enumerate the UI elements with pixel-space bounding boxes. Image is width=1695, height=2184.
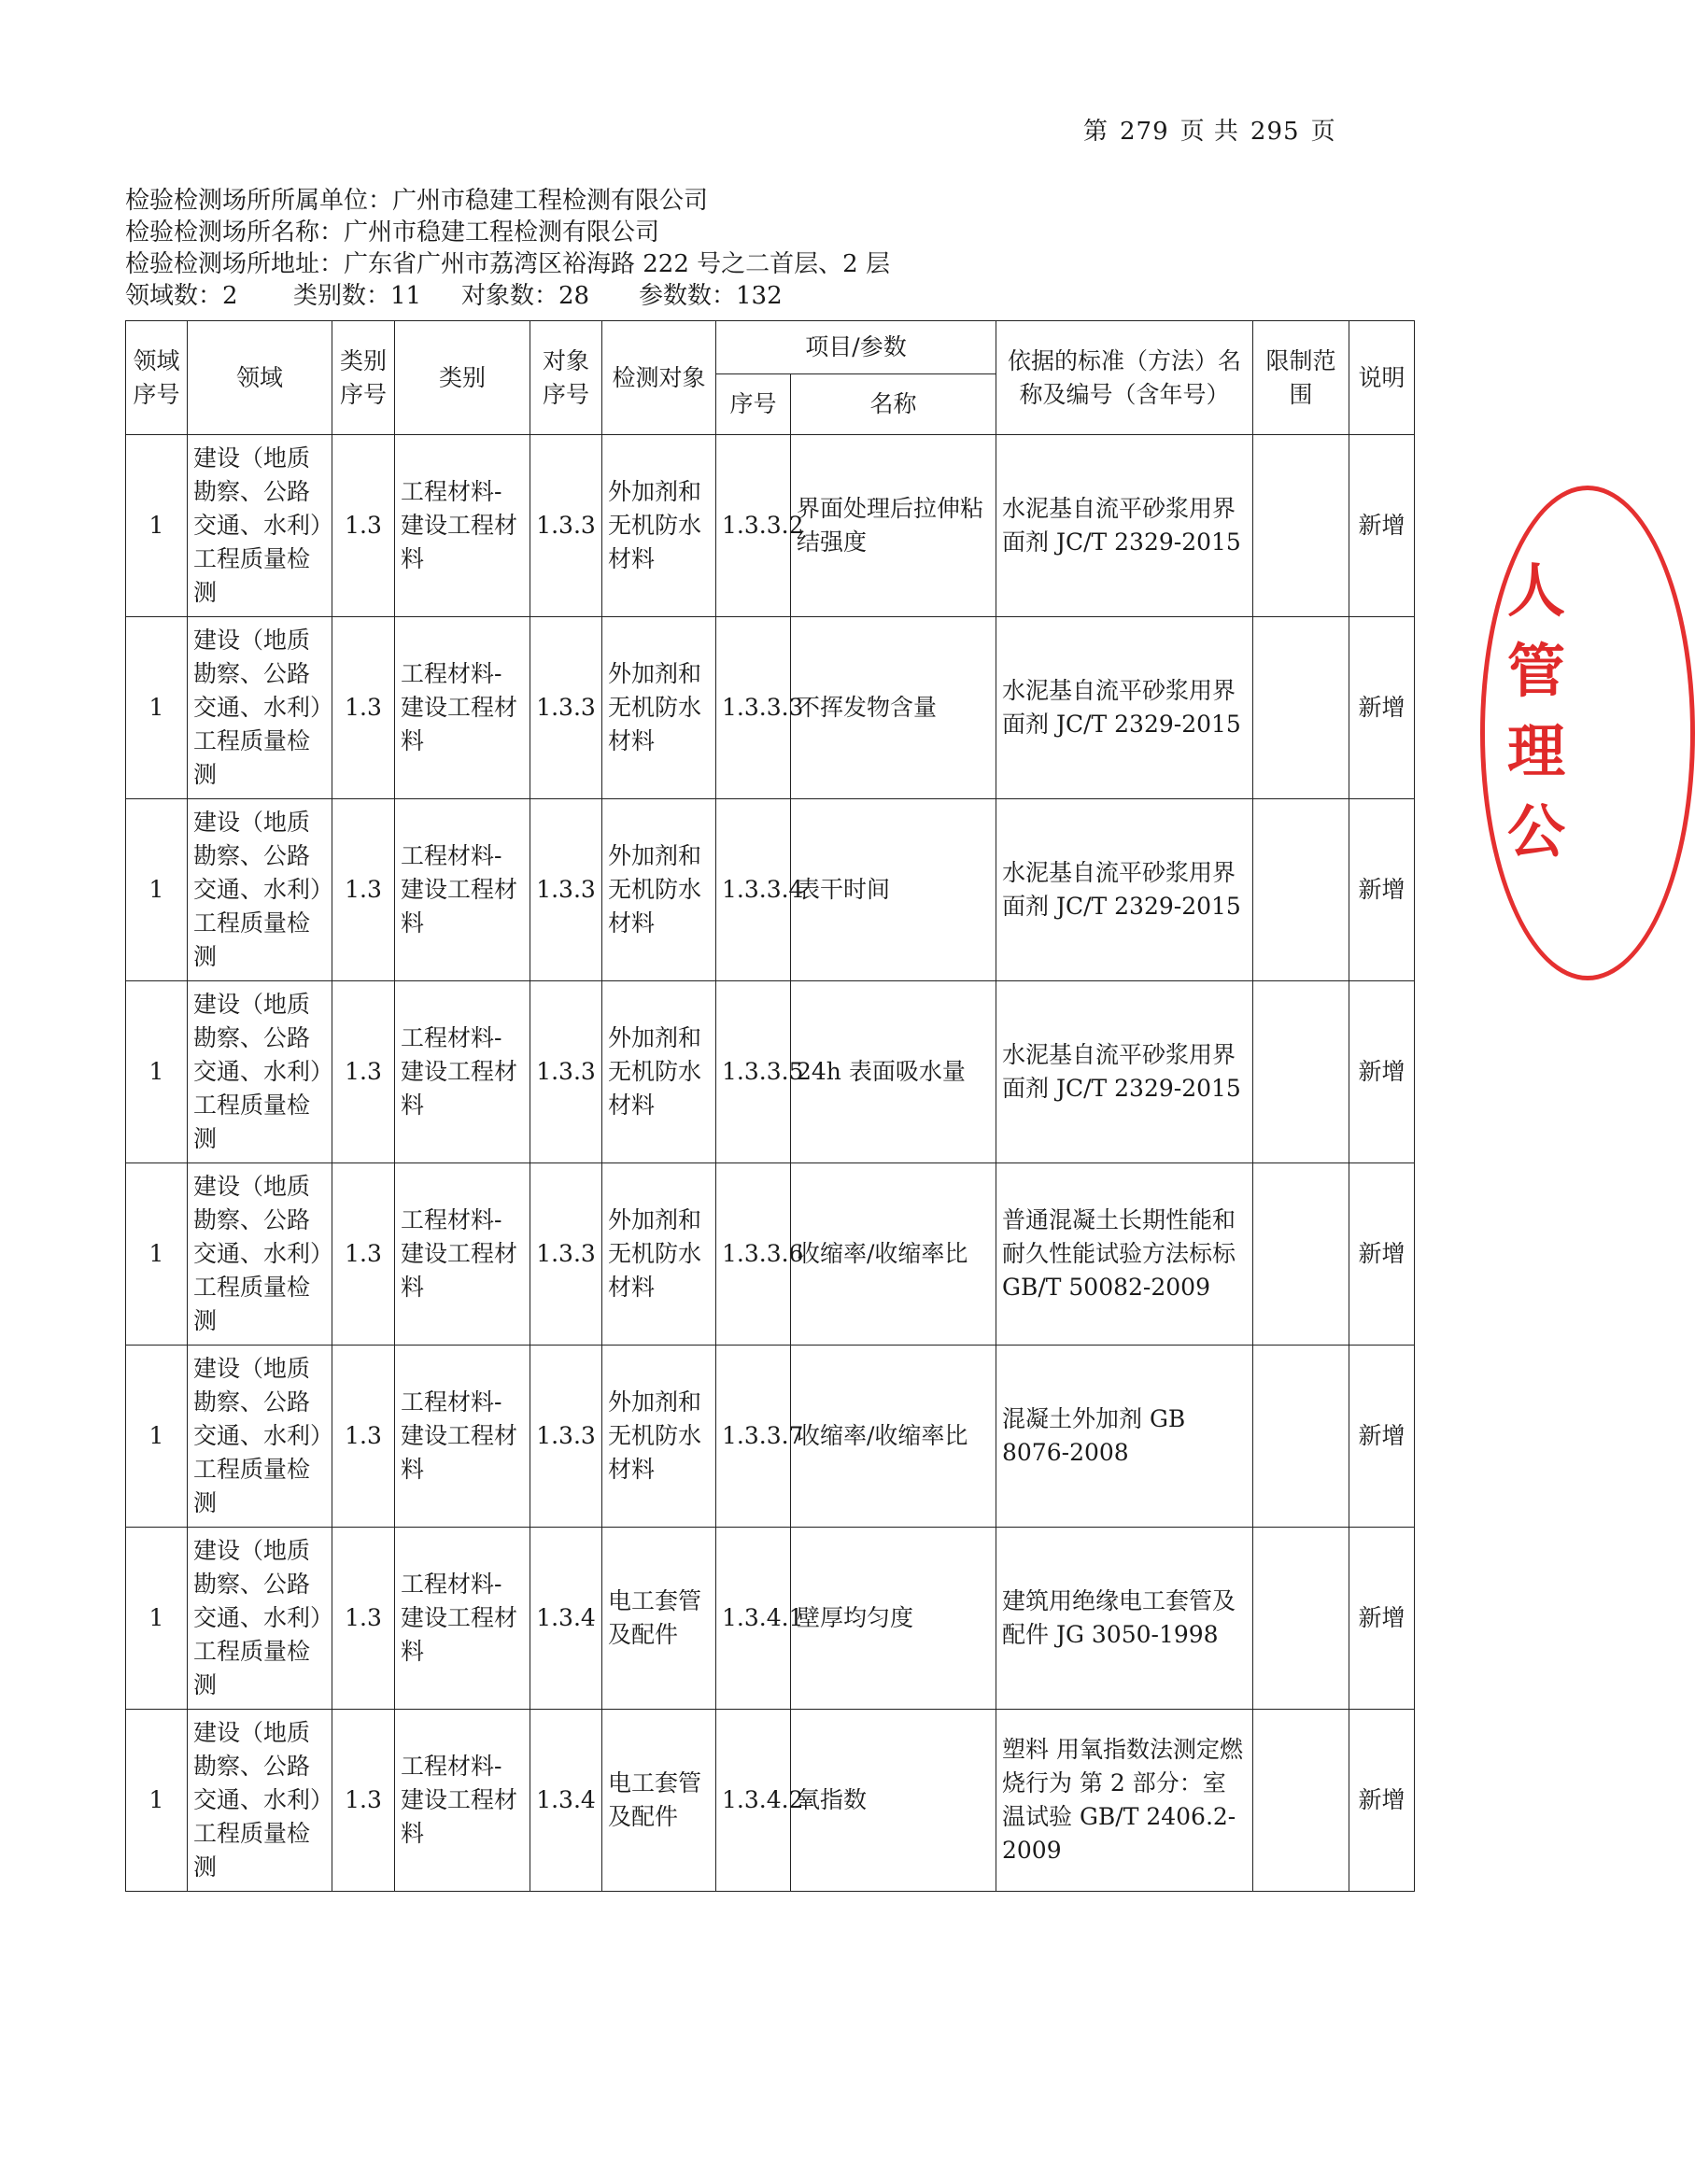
table-row	[126, 981, 1415, 1163]
cell-object-no: 1.3.3	[530, 435, 602, 617]
header-unit: 检验检测场所所属单位：广州市稳建工程检测有限公司	[125, 187, 709, 215]
header-item-name: 名称	[791, 374, 996, 435]
page-number-current: 279	[1120, 118, 1169, 146]
cell-note: 新增	[1349, 617, 1415, 799]
header-counts	[125, 280, 890, 312]
page-number-total: 295	[1250, 118, 1300, 146]
cell-note: 新增	[1349, 799, 1415, 981]
table-row	[126, 435, 1415, 617]
cell-object-no: 1.3.3	[530, 617, 602, 799]
cell-note: 新增	[1349, 1346, 1415, 1528]
cell-standard: 水泥基自流平砂浆用界面剂 JC/T 2329-2015	[996, 435, 1253, 617]
cell-item-no: 1.3.4.1	[716, 1528, 791, 1710]
cell-limit	[1253, 981, 1349, 1163]
document-header	[125, 185, 890, 312]
cell-category: 工程材料-建设工程材料	[395, 435, 530, 617]
cell-standard: 普通混凝土长期性能和耐久性能试验方法标标 GB/T 50082-2009	[996, 1163, 1253, 1346]
cell-domain: 建设（地质勘察、公路交通、水利）工程质量检测	[188, 435, 332, 617]
cell-domain: 建设（地质勘察、公路交通、水利）工程质量检测	[188, 799, 332, 981]
cell-item-no: 1.3.3.6	[716, 1163, 791, 1346]
cell-object: 外加剂和无机防水材料	[602, 981, 716, 1163]
cell-domain: 建设（地质勘察、公路交通、水利）工程质量检测	[188, 1346, 332, 1528]
cell-domain: 建设（地质勘察、公路交通、水利）工程质量检测	[188, 1528, 332, 1710]
cell-object: 电工套管及配件	[602, 1528, 716, 1710]
table-row	[126, 617, 1415, 799]
table-row	[126, 1528, 1415, 1710]
cell-item-no: 1.3.3.2	[716, 435, 791, 617]
table-row	[126, 1163, 1415, 1346]
cell-item-no: 1.3.3.3	[716, 617, 791, 799]
cell-item-name: 收缩率/收缩率比	[791, 1163, 996, 1346]
cell-category-no: 1.3	[332, 981, 395, 1163]
page-number-prefix: 第	[1083, 118, 1109, 146]
cell-note: 新增	[1349, 435, 1415, 617]
cell-category-no: 1.3	[332, 435, 395, 617]
cell-domain-no: 1	[126, 1163, 188, 1346]
header-domain-no: 领域序号	[126, 321, 188, 435]
cell-limit	[1253, 1528, 1349, 1710]
cell-limit	[1253, 435, 1349, 617]
cell-limit	[1253, 617, 1349, 799]
object-count: 对象数：28	[461, 282, 590, 310]
cell-standard: 水泥基自流平砂浆用界面剂 JC/T 2329-2015	[996, 617, 1253, 799]
cell-limit	[1253, 799, 1349, 981]
header-domain: 领域	[188, 321, 332, 435]
cell-standard: 塑料 用氧指数法测定燃烧行为 第 2 部分：室温试验 GB/T 2406.2-2009	[996, 1710, 1253, 1892]
header-category: 类别	[395, 321, 530, 435]
cell-object: 外加剂和无机防水材料	[602, 617, 716, 799]
cell-category-no: 1.3	[332, 617, 395, 799]
cell-object-no: 1.3.3	[530, 1346, 602, 1528]
page-number	[1083, 112, 1348, 147]
cell-limit	[1253, 1163, 1349, 1346]
page-number-mid: 页 共	[1179, 118, 1239, 146]
cell-category-no: 1.3	[332, 1528, 395, 1710]
cell-item-name: 表干时间	[791, 799, 996, 981]
cell-note: 新增	[1349, 1163, 1415, 1346]
page-number-suffix: 页	[1310, 118, 1336, 146]
cell-object: 外加剂和无机防水材料	[602, 435, 716, 617]
cell-item-name: 氧指数	[791, 1710, 996, 1892]
cell-domain: 建设（地质勘察、公路交通、水利）工程质量检测	[188, 981, 332, 1163]
cell-domain-no: 1	[126, 435, 188, 617]
cell-item-name: 24h 表面吸水量	[791, 981, 996, 1163]
cell-item-no: 1.3.3.4	[716, 799, 791, 981]
cell-category-no: 1.3	[332, 799, 395, 981]
header-item-no: 序号	[716, 374, 791, 435]
header-note: 说明	[1349, 321, 1415, 435]
cell-item-name: 界面处理后拉伸粘结强度	[791, 435, 996, 617]
cell-item-no: 1.3.3.5	[716, 981, 791, 1163]
param-count: 参数数：132	[639, 282, 783, 310]
cell-category: 工程材料-建设工程材料	[395, 1163, 530, 1346]
header-address: 检验检测场所地址：广东省广州市荔湾区裕海路 222 号之二首层、2 层	[125, 250, 890, 278]
cell-standard: 水泥基自流平砂浆用界面剂 JC/T 2329-2015	[996, 799, 1253, 981]
table-body	[126, 435, 1415, 1892]
cell-domain-no: 1	[126, 1346, 188, 1528]
header-limit: 限制范围	[1253, 321, 1349, 435]
header-object-no: 对象序号	[530, 321, 602, 435]
cell-object-no: 1.3.3	[530, 1163, 602, 1346]
table-row	[126, 1346, 1415, 1528]
cell-object-no: 1.3.4	[530, 1710, 602, 1892]
cell-category: 工程材料-建设工程材料	[395, 1528, 530, 1710]
cell-object: 外加剂和无机防水材料	[602, 1346, 716, 1528]
cell-note: 新增	[1349, 1528, 1415, 1710]
inspection-table	[125, 320, 1415, 1892]
cell-object: 外加剂和无机防水材料	[602, 799, 716, 981]
cell-category: 工程材料-建设工程材料	[395, 617, 530, 799]
cell-item-name: 不挥发物含量	[791, 617, 996, 799]
cell-note: 新增	[1349, 1710, 1415, 1892]
header-standard: 依据的标准（方法）名称及编号（含年号）	[996, 321, 1253, 435]
cell-object-no: 1.3.4	[530, 1528, 602, 1710]
cell-domain-no: 1	[126, 617, 188, 799]
cell-domain-no: 1	[126, 981, 188, 1163]
cell-domain: 建设（地质勘察、公路交通、水利）工程质量检测	[188, 617, 332, 799]
cell-item-no: 1.3.3.7	[716, 1346, 791, 1528]
cell-limit	[1253, 1710, 1349, 1892]
table-row	[126, 799, 1415, 981]
seal-text: 人管理公	[1506, 557, 1565, 866]
cell-category: 工程材料-建设工程材料	[395, 1346, 530, 1528]
cell-item-name: 收缩率/收缩率比	[791, 1346, 996, 1528]
domain-count: 领域数：2	[125, 282, 238, 310]
header-item-param: 项目/参数	[716, 321, 996, 374]
cell-standard: 水泥基自流平砂浆用界面剂 JC/T 2329-2015	[996, 981, 1253, 1163]
cell-note: 新增	[1349, 981, 1415, 1163]
cell-domain-no: 1	[126, 799, 188, 981]
cell-category: 工程材料-建设工程材料	[395, 1710, 530, 1892]
cell-object-no: 1.3.3	[530, 981, 602, 1163]
cell-category-no: 1.3	[332, 1710, 395, 1892]
cell-standard: 建筑用绝缘电工套管及配件 JG 3050-1998	[996, 1528, 1253, 1710]
header-name: 检验检测场所名称：广州市稳建工程检测有限公司	[125, 218, 660, 247]
cell-domain: 建设（地质勘察、公路交通、水利）工程质量检测	[188, 1163, 332, 1346]
cell-domain: 建设（地质勘察、公路交通、水利）工程质量检测	[188, 1710, 332, 1892]
cell-category: 工程材料-建设工程材料	[395, 981, 530, 1163]
cell-item-name: 壁厚均匀度	[791, 1528, 996, 1710]
cell-category: 工程材料-建设工程材料	[395, 799, 530, 981]
cell-category-no: 1.3	[332, 1163, 395, 1346]
cell-category-no: 1.3	[332, 1346, 395, 1528]
cell-domain-no: 1	[126, 1528, 188, 1710]
header-category-no: 类别序号	[332, 321, 395, 435]
header-object: 检测对象	[602, 321, 716, 435]
cell-item-no: 1.3.4.2	[716, 1710, 791, 1892]
cell-limit	[1253, 1346, 1349, 1528]
cell-object: 电工套管及配件	[602, 1710, 716, 1892]
cell-standard: 混凝土外加剂 GB 8076-2008	[996, 1346, 1253, 1528]
cell-object: 外加剂和无机防水材料	[602, 1163, 716, 1346]
category-count: 类别数：11	[293, 282, 422, 310]
cell-object-no: 1.3.3	[530, 799, 602, 981]
table-row	[126, 1710, 1415, 1892]
cell-domain-no: 1	[126, 1710, 188, 1892]
